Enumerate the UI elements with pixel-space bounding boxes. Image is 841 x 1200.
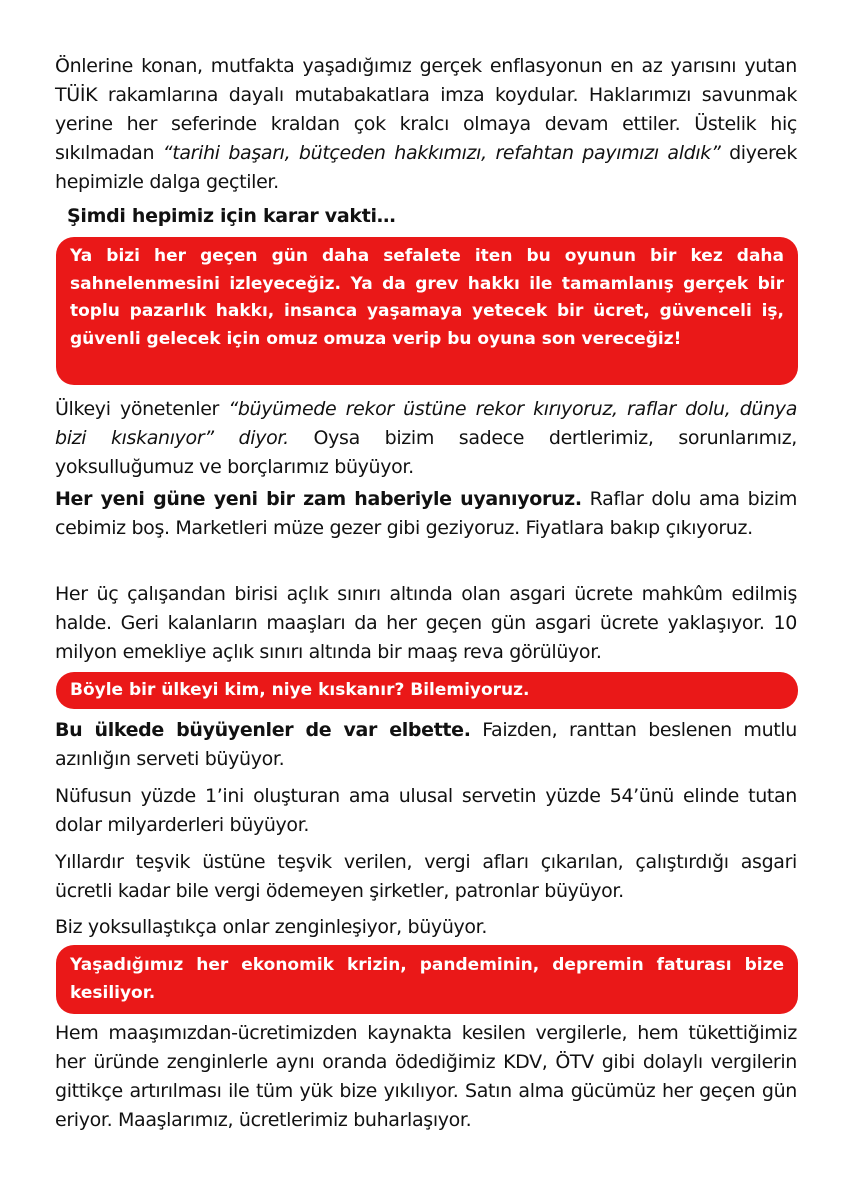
paragraph-tax-burden: Hem maaşımızdan-ücretimizden kaynakta kesilen vergilerle, hem tükettiğimiz her üründe zenginlerle aynı oranda ödediğimiz KDV, ÖTV gibi dolaylı vergilerin gittikçe artırılması ile tüm yük bize yıkılıyor. Satın alma gücümüz her geçen gün eriyor. Maaşlarımız, ücretlerimiz buharlaşıyor. (55, 1022, 797, 1131)
paragraph-price-hikes-text: Raflar dolu ama bizim cebimiz boş. Marketleri müze gezer gibi geziyoruz. Fiyatlara bakıp çıkıyoruz. (55, 488, 797, 539)
highlight-box-crisis-bill: Yaşadığımız her ekonomik krizin, pandeminin, depremin faturası bize kesiliyor. (56, 945, 798, 1014)
paragraph-growing-few (55, 716, 797, 774)
paragraph-rulers (55, 395, 797, 482)
paragraph-tax-incentives: Yıllardır teşvik üstüne teşvik verilen, vergi afları çıkarılan, çalıştırdığı asgari ücretli kadar bile vergi ödemeyen şirketler, patronlar büyüyor. (55, 851, 797, 902)
paragraph-price-hikes (55, 485, 797, 543)
paragraph-rulers-ending: Oysa bizim sadece dertlerimiz, sorunlarımız, yoksulluğumuz ve borçlarımız büyüyor. (55, 427, 798, 478)
paragraph-intro-text: Önlerine konan, mutfakta yaşadığımız gerçek enflasyonun en az yarısını yutan TÜİK rakamlarına dayalı mutabakatlara imza koydular. Haklarımızı savunmak yerine her seferinde kraldan çok kralcı olmaya devam ettiler. Üstelik hiç sıkılmadan (55, 55, 797, 164)
paragraph-rulers-quote: “büyümede rekor üstüne rekor kırıyoruz, raflar dolu, dünya bizi kıskanıyor” diyor. (55, 398, 797, 449)
highlight-box-decision: Ya bizi her geçen gün daha sefalete iten bu oyunun bir kez daha sahnelenmesini izleyeceğiz. Ya da grev hakkı ile tamamlanış gerçek bir toplu pazarlık hakkı, insanca yaşamaya yetecek bir ücret, güvenceli iş, güvenli gelecek için omuz omuza verip bu oyuna son vereceğiz! (56, 237, 798, 385)
section-heading: Şimdi hepimiz için karar vakti… (67, 205, 396, 227)
paragraph-inequality: Biz yoksullaştıkça onlar zenginleşiyor, büyüyor. (55, 916, 488, 938)
paragraph-growing-few-bold: Bu ülkede büyüyenler de var elbette. (55, 719, 471, 741)
paragraph-minimum-wage: Her üç çalışandan birisi açlık sınırı altında olan asgari ücrete mahkûm edilmiş halde. Geri kalanların maaşları da her geçen gün asgari ücrete yaklaşıyor. 10 milyon emekliye açlık sınırı altında bir maaş reva görülüyor. (55, 583, 797, 663)
paragraph-intro (55, 52, 797, 197)
paragraph-intro-ending: diyerek hepimizle dalga geçtiler. (55, 142, 797, 193)
paragraph-rulers-text: Ülkeyi yönetenler (55, 398, 229, 420)
paragraph-intro-quote: “tarihi başarı, bütçeden hakkımızı, refahtan payımızı aldık” (162, 142, 721, 164)
paragraph-billionaires: Nüfusun yüzde 1’ini oluşturan ama ulusal servetin yüzde 54’ünü elinde tutan dolar milyarderleri büyüyor. (55, 785, 797, 836)
highlight-box-envy: Böyle bir ülkeyi kim, niye kıskanır? Bilemiyoruz. (56, 672, 798, 709)
paragraph-price-hikes-bold: Her yeni güne yeni bir zam haberiyle uyanıyoruz. (55, 488, 582, 510)
paragraph-growing-few-text: Faizden, ranttan beslenen mutlu azınlığın serveti büyüyor. (55, 719, 797, 770)
